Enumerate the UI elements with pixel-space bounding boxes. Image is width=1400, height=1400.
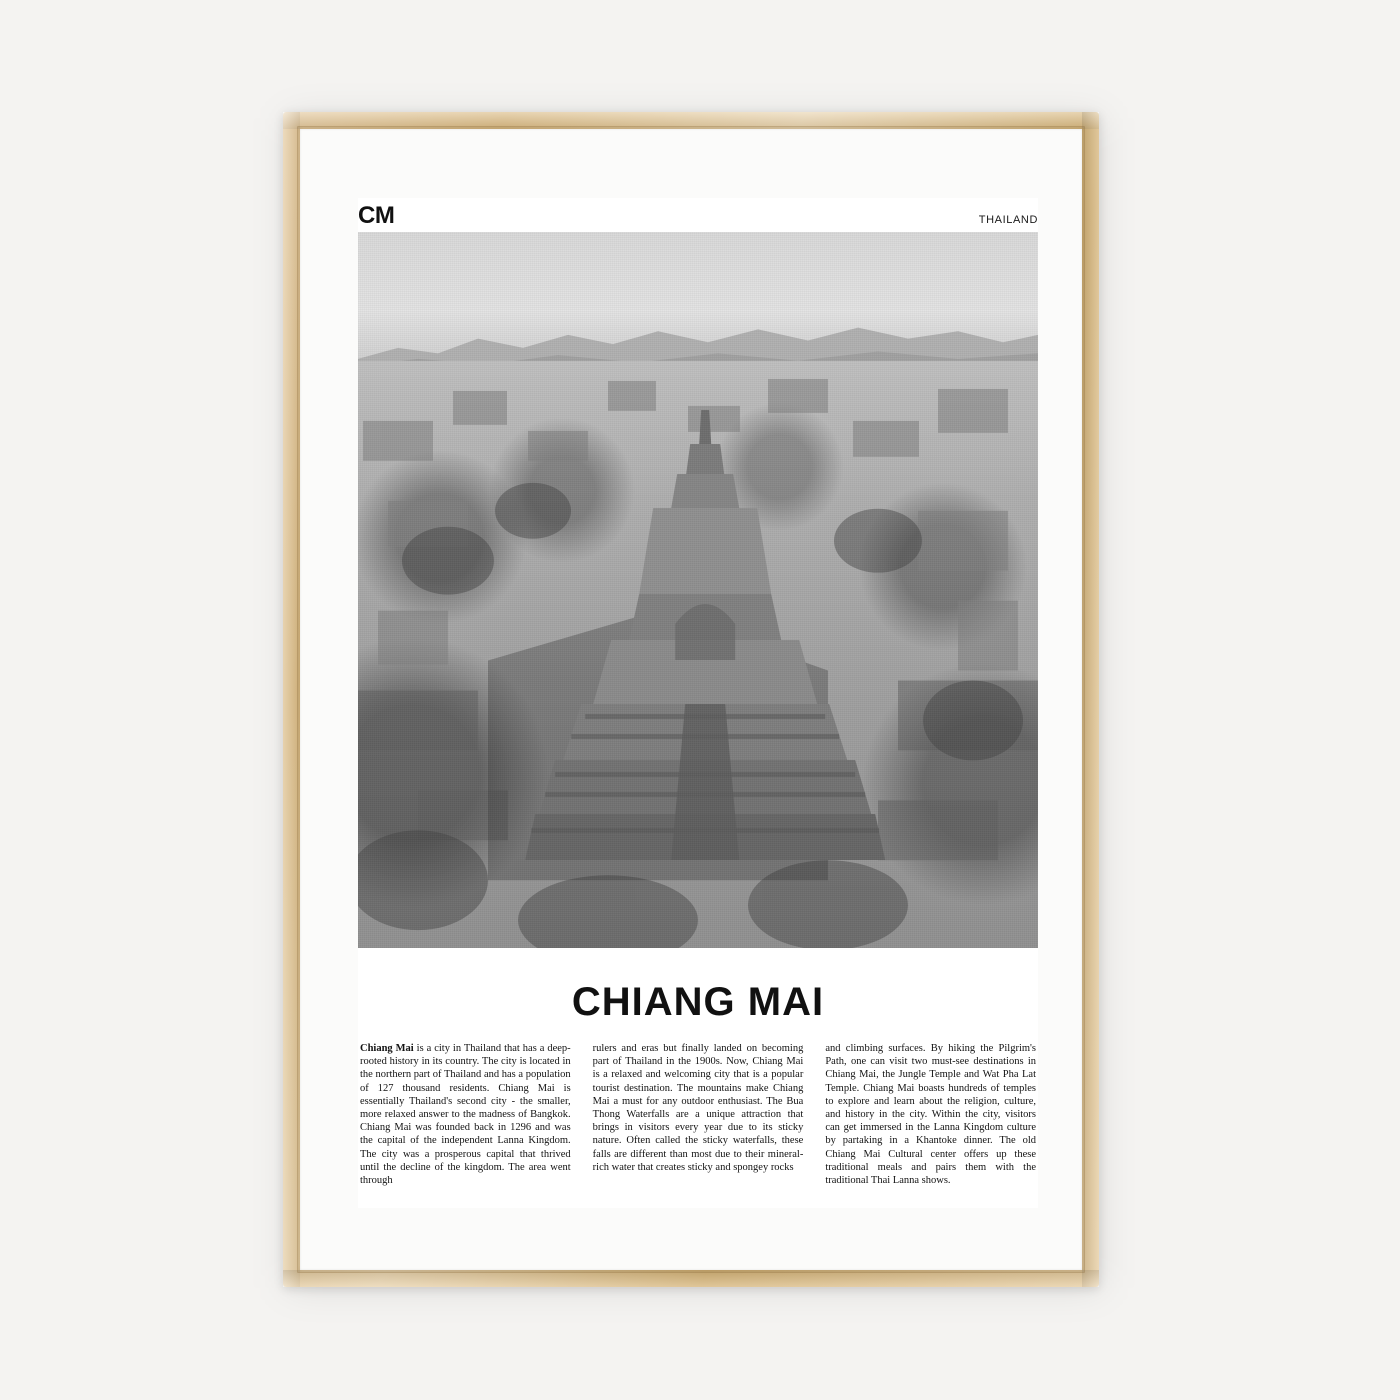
frame-edge-bottom bbox=[283, 1270, 1099, 1287]
poster-city-code: CM bbox=[358, 202, 395, 229]
body-text-2: rulers and eras but finally landed on becoming part of Thailand in the 1900s. Now, Chiang Mai is a relaxed and welcoming city that is a popular tourist destination. The mountains make Chiang Mai a must for any outdoor enthusiast. The Bua Thong Waterfalls are a unique attraction that brings in visitors every year due to its sticky nature. Often called the sticky waterfalls, these falls are different than most due to their mineral-rich water that creates sticky and spongey rocks bbox=[592, 1043, 804, 1173]
travel-poster bbox=[358, 198, 1038, 1208]
frame-edge-left bbox=[283, 112, 300, 1287]
body-text-3: and climbing surfaces. By hiking the Pilgrim's Path, one can visit two must-see destinations in Chiang Mai, the Jungle Temple and Wat Pha Lat Temple. Chiang Mai boasts hundreds of temples to explore and learn about the religion, culture, and history in the city. Within the city, visitors can get immersed in the Lanna Kingdom culture by partaking in a Khantoke dinner. The old Chiang Mai Cultural center offers up these traditional meals and pairs them with the traditional Thai Lanna shows. bbox=[825, 1043, 1037, 1187]
body-column-1 bbox=[360, 1042, 571, 1187]
chedi-luang-stupa bbox=[525, 404, 885, 874]
frame-edge-right bbox=[1082, 112, 1099, 1287]
body-lead-in: Chiang Mai bbox=[360, 1043, 414, 1054]
body-text-1: is a city in Thailand that has a deep-rooted history in its country. The city is located in the northern part of Thailand and has a population of 127 thousand residents. Chiang Mai is essentially Thailand's second city - the smaller, more relaxed answer to the madness of Bangkok. Chiang Mai was founded back in 1296 and was the capital of the independent Lanna Kingdom. The city was a prosperous capital that thrived until the decline of the kingdom. The area went through bbox=[360, 1043, 571, 1187]
poster-header bbox=[358, 198, 1038, 232]
body-column-3 bbox=[825, 1042, 1036, 1187]
poster-photograph bbox=[358, 232, 1038, 948]
poster-title: CHIANG MAI bbox=[571, 980, 825, 1024]
poster-body-text bbox=[358, 1042, 1038, 1187]
poster-country-label: THAILAND bbox=[978, 214, 1038, 226]
frame-edge-top bbox=[283, 112, 1099, 129]
body-column-2 bbox=[593, 1042, 804, 1187]
